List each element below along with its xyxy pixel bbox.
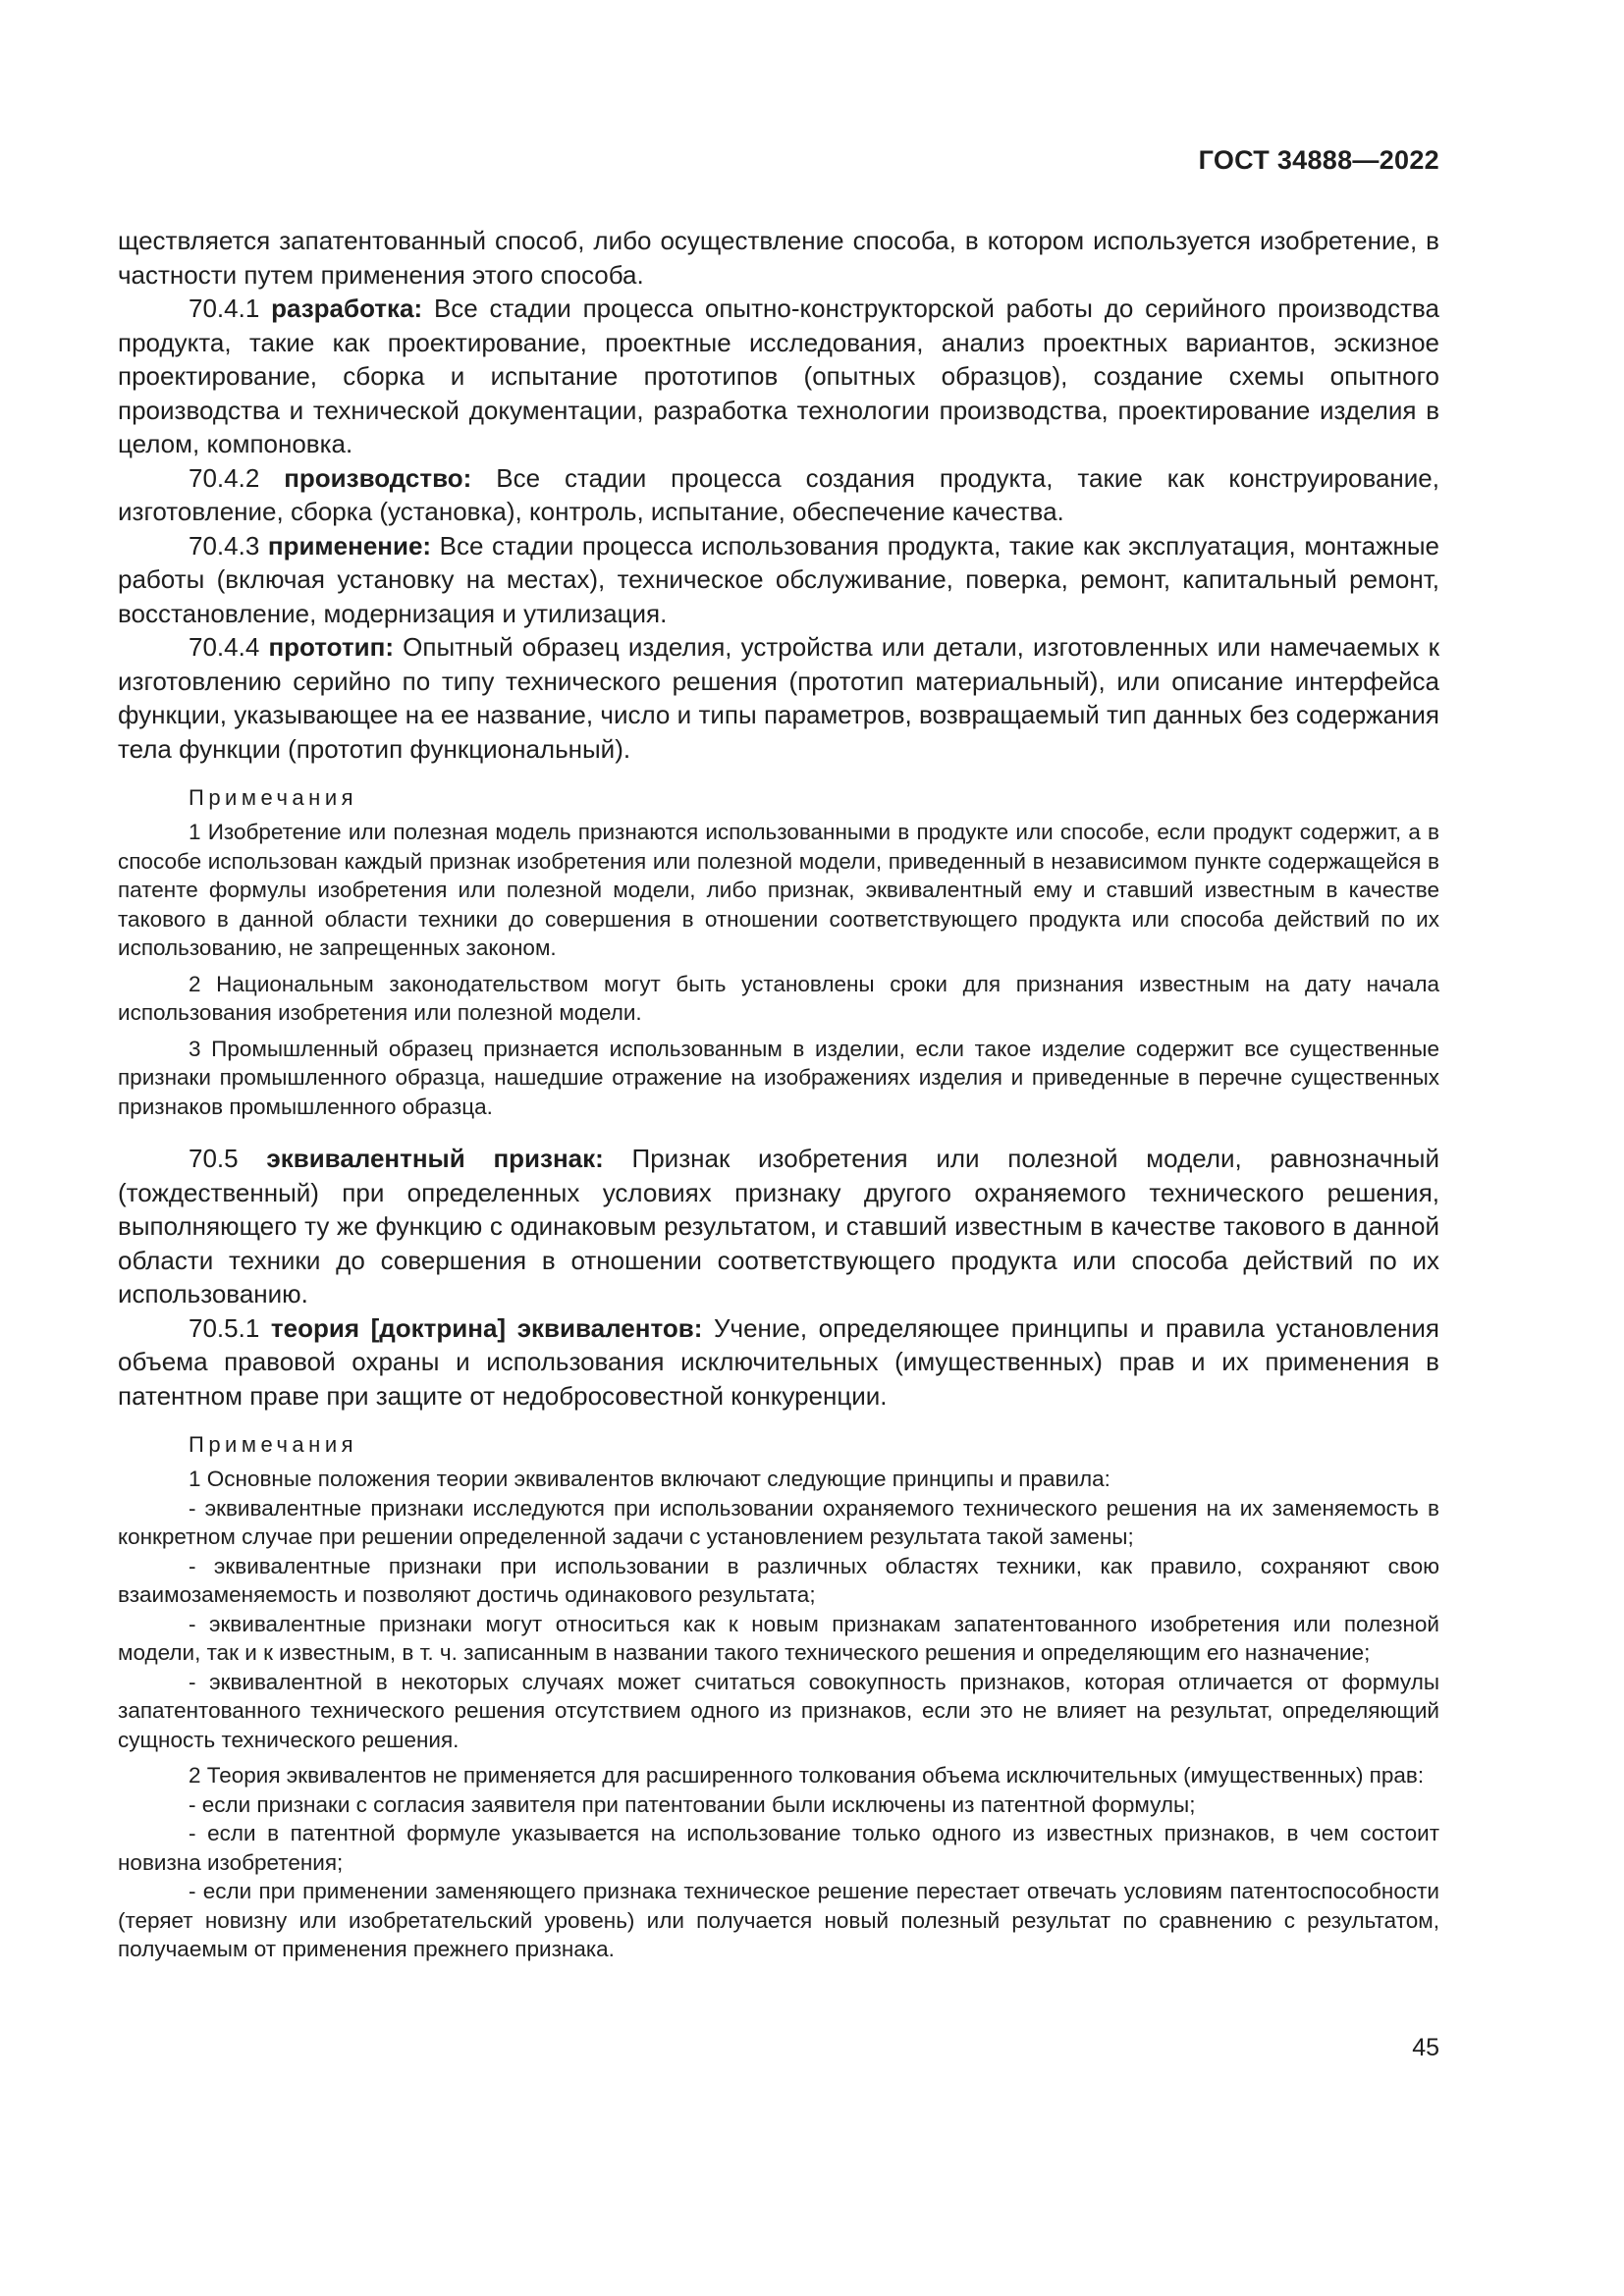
term-70-5-1 (118, 1311, 1439, 1414)
term-definition: Все стадии процесса использования продукта, такие как эксплуатация, монтажные работы (включая установку на местах), техническое обслуживание, поверка, ремонт, капитальный ремонт, восстановление, модернизация и утилизация. (118, 530, 1439, 628)
term-name: эквивалентный признак: (266, 1144, 604, 1173)
term-name: применение: (267, 530, 432, 561)
note-list-item: - если в патентной формуле указывается на использование только одного из известных признаков, в чем состоит новизна изобретения; (118, 1821, 1439, 1875)
term-definition: Все стадии процесса опытно-конструкторской работы до серийного производства продукта, такие как проектирование, проектные исследования, анализ проектных вариантов, эскизное проектирование, сборка и испытание прототипов (опытных образцов), создание схемы опытного производства и технической документации, разработка технологии производства, проектирование изделия в целом, компоновка. (118, 294, 1439, 458)
term-70-4-4 (118, 630, 1439, 766)
term-definition: Все стадии процесса создания продукта, такие как конструирование, изготовление, сборка (установка), контроль, испытание, обеспечение качества. (118, 462, 1439, 526)
note-item: 1 Изобретение или полезная модель признаются использованными в продукте или способе, если продукт содержит, а в способе использован каждый признак изобретения или полезной модели, приведенный в независимом пункте содержащейся в патенте формулы изобретения или полезной модели, либо признак, эквивалентный ему и ставший известным в качестве такового в данной области техники до совершения в отношении соответствующего продукта или способа действий по их использованию, не запрещенных законом. (118, 820, 1439, 960)
document-body (118, 224, 1439, 1964)
note-item: 3 Промышленный образец признается использованным в изделии, если такое изделие содержит все существенные признаки промышленного образца, нашедшие отражение на изображениях изделия и приведенные в перечне существенных признаков промышленного образца. (118, 1036, 1439, 1119)
notes-heading: Примечания (189, 785, 358, 810)
term-70-4-1 (118, 292, 1439, 461)
term-number: 70.4.1 (189, 294, 260, 323)
term-name: прототип: (268, 632, 394, 662)
note-list-item: - если признаки с согласия заявителя при патентовании были исключены из патентной формулы; (189, 1791, 1196, 1817)
document-code: ГОСТ 34888—2022 (1198, 145, 1439, 175)
note-list-item: - эквивалентные признаки исследуются при использовании охраняемого технического решения на их заменяемость в конкретном случае при решении определенной задачи с установлением результата такой замены; (118, 1495, 1439, 1549)
term-definition: Опытный образец изделия, устройства или детали, изготовленных или намечаемых к изготовлению серийно по типу технического решения (прототип материальный), или описание интерфейса функции, указывающее на ее название, число и типы параметров, возвращаемый тип данных без содержания тела функции (прототип функциональный). (118, 632, 1439, 764)
term-number: 70.4.2 (189, 462, 260, 493)
note-item: 2 Теория эквивалентов не применяется для расширенного толкования объема исключительных (имущественных) прав: (189, 1763, 1425, 1788)
term-number: 70.5 (189, 1144, 239, 1173)
term-name: теория [доктрина] эквивалентов: (270, 1312, 703, 1343)
note-item: 2 Национальным законодательством могут быть установлены сроки для признания известным на дату начала использования изобретения или полезной модели. (118, 971, 1439, 1025)
term-number: 70.4.4 (189, 632, 260, 662)
term-name: разработка: (271, 294, 423, 323)
notes-heading: Примечания (189, 1432, 358, 1457)
term-name: производство: (284, 462, 472, 493)
term-70-5 (118, 1142, 1439, 1311)
page-number: 45 (1412, 2034, 1439, 2061)
note-list-item: - эквивалентные признаки при использовании в различных областях техники, как правило, сохраняют свою взаимозаменяемость и позволяют достичь одинакового результата; (118, 1553, 1439, 1607)
paragraph-continuation: ществляется запатентованный способ, либо осуществление способа, в котором используется изобретение, в частности путем применения этого способа. (118, 226, 1439, 290)
term-definition: Учение, определяющее принципы и правила установления объема правовой охраны и использования исключительных (имущественных) прав и их применения в патентном праве при защите от недобросовестной конкуренции. (118, 1312, 1439, 1411)
term-number: 70.5.1 (189, 1312, 260, 1343)
note-item: 1 Основные положения теории эквивалентов включают следующие принципы и правила: (189, 1467, 1110, 1491)
note-list-item: - эквивалентной в некоторых случаях может считаться совокупность признаков, которая отличается от формулы запатентованного технического решения отсутствием одного из признаков, если это не влияет на результат, определяющий сущность технического решения. (118, 1669, 1439, 1752)
term-70-4-3 (118, 529, 1439, 631)
note-list-item: - если при применении заменяющего признака техническое решение перестает отвечать условиям патентоспособности (теряет новизну или изобретательский уровень) или получается новый полезный результат по сравнению с результатом, получаемым от применения прежнего признака. (118, 1879, 1439, 1961)
term-definition: Признак изобретения или полезной модели, равнозначный (тождественный) при определенных условиях признаку другого охраняемого технического решения, выполняющего ту же функцию с одинаковым результатом, и ставший известным в качестве такового в данной области техники до совершения в отношении соответствующего продукта или способа действий по их использованию. (118, 1144, 1440, 1308)
term-70-4-2 (118, 461, 1439, 529)
term-number: 70.4.3 (189, 530, 260, 561)
note-list-item: - эквивалентные признаки могут относиться как к новым признакам запатентованного изобретения или полезной модели, так и к известным, в т. ч. записанным в названии такого технического решения и определяющим его назначение; (118, 1611, 1439, 1665)
